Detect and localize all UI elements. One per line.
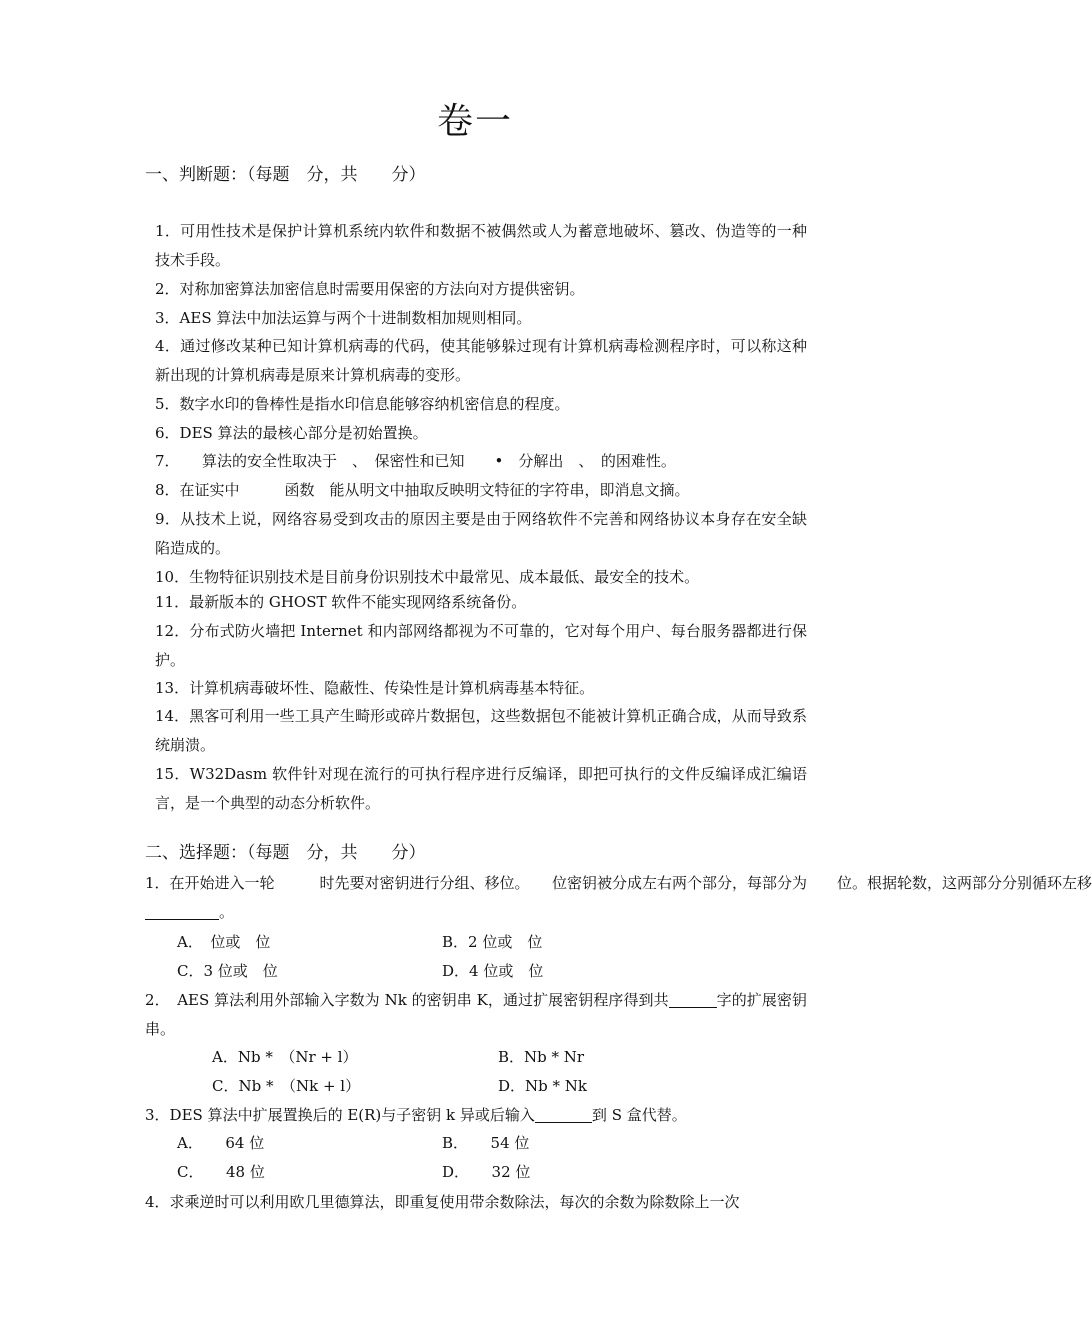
mc-question-1-option-a: A． 位或 位 (177, 933, 271, 951)
section-heading-true-false: 一、判断题：（每题 分，共 分） (145, 165, 426, 185)
mc-question-1-end: 。 (219, 903, 235, 921)
mc-question-3-end: 到 S 盒代替。 (591, 1106, 687, 1124)
mc-question-1-option-d: D．4 位或 位 (442, 962, 544, 980)
mc-question-3-stem (145, 1101, 807, 1130)
mc-question-3-option-d: D． 32 位 (442, 1163, 531, 1181)
question-4: 4．通过修改某种已知计算机病毒的代码，使其能够躲过现有计算机病毒检测程序时，可以称这种新出现的计算机病毒是原来计算机病毒的变形。 (155, 337, 807, 384)
question-12: 12．分布式防火墙把 Internet 和内部网络都视为不可靠的，它对每个用户、每台服务器都进行保护。 (155, 622, 807, 669)
question-9: 9．从技术上说，网络容易受到攻击的原因主要是由于网络软件不完善和网络协议本身存在安全缺陷造成的。 (155, 510, 807, 557)
question-7: 7． 算法的安全性取决于 、 保密性和已知 • 分解出 、 的困难性。 (155, 452, 676, 470)
answer-blank (145, 903, 219, 920)
mc-question-2-option-c: C．Nb * （Nk + l） (212, 1077, 361, 1095)
question-11: 11．最新版本的 GHOST 软件不能实现网络系统备份。 (155, 593, 527, 611)
mc-question-1-stem (145, 869, 1092, 927)
mc-question-3-option-b: B． 54 位 (442, 1134, 530, 1152)
question-5: 5．数字水印的鲁棒性是指水印信息能够容纳机密信息的程度。 (155, 395, 570, 413)
mc-question-2-text: 2． AES 算法利用外部输入字数为 Nk 的密钥串 K，通过扩展密钥程序得到共 (145, 991, 669, 1009)
mc-question-4-stem: 4．求乘逆时可以利用欧几里德算法，即重复使用带余数除法，每次的余数为除数除上一次 (145, 1193, 740, 1211)
answer-blank (535, 1106, 592, 1123)
exam-title: 卷一 (436, 101, 513, 142)
section-heading-multiple-choice: 二、选择题：（每题 分，共 分） (145, 843, 426, 863)
mc-question-1-option-b: B．2 位或 位 (442, 933, 543, 951)
question-10: 10．生物特征识别技术是目前身份识别技术中最常见、成本最低、最安全的技术。 (155, 568, 700, 586)
mc-question-2-stem (145, 986, 807, 1044)
mc-question-3-option-c: C． 48 位 (177, 1163, 265, 1181)
question-1: 1．可用性技术是保护计算机系统内软件和数据不被偶然或人为蓄意地破坏、篡改、伪造等的一种技术手段。 (155, 222, 807, 269)
mc-question-1-option-c: C．3 位或 位 (177, 962, 278, 980)
question-8: 8．在证实中 函数 能从明文中抽取反映明文特征的字符串，即消息文摘。 (155, 481, 690, 499)
mc-question-3-text: 3．DES 算法中扩展置换后的 E(R)与子密钥 k 异或后输入 (145, 1106, 535, 1124)
mc-question-2-option-d: D．Nb * Nk (498, 1077, 588, 1095)
mc-question-2-option-a: A．Nb * （Nr + l） (212, 1048, 358, 1066)
question-13: 13．计算机病毒破坏性、隐蔽性、传染性是计算机病毒基本特征。 (155, 679, 595, 697)
question-15: 15．W32Dasm 软件针对现在流行的可执行程序进行反编译，即把可执行的文件反编译成汇编语言，是一个典型的动态分析软件。 (155, 765, 807, 812)
question-14: 14．黑客可利用一些工具产生畸形或碎片数据包，这些数据包不能被计算机正确合成，从而导致系统崩溃。 (155, 707, 807, 754)
question-2: 2．对称加密算法加密信息时需要用保密的方法向对方提供密钥。 (155, 280, 585, 298)
mc-question-3-option-a: A． 64 位 (177, 1134, 265, 1152)
answer-blank (669, 991, 717, 1008)
mc-question-2-option-b: B．Nb * Nr (498, 1048, 585, 1066)
question-3: 3．AES 算法中加法运算与两个十进制数相加规则相同。 (155, 309, 532, 327)
mc-question-1-text: 1．在开始进入一轮 时先要对密钥进行分组、移位。 位密钥被分成左右两个部分，每部分为 位。根据轮数，这两部分分别循环左移 (145, 874, 1092, 892)
question-6: 6．DES 算法的最核心部分是初始置换。 (155, 424, 428, 442)
mc-question-2-end: 字的扩展密钥串。 (145, 991, 807, 1038)
